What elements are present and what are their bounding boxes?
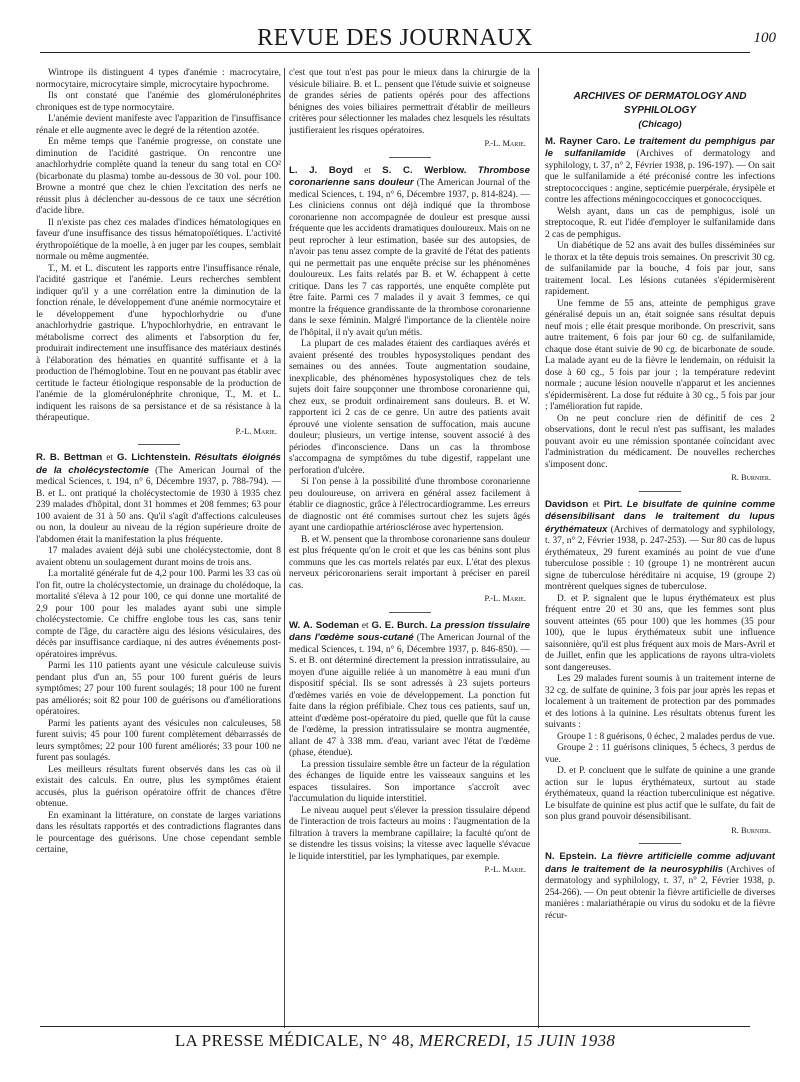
paragraph: En même temps que l'anémie progresse, on constate une diminution de l'acidité gastrique. On rencontre une anachlorhydrie complète quand la teneur du sang total en CO² (bicarbonate du plasma) tombe au-dessous de 30 vol. pour 100. Browne a montré que chez le chien l'excitation des nerfs ne réussit plus à déclencher au-dessous de ce taux une sécrétion d'acide libre.: [36, 137, 281, 216]
article-title: La fièvre artificielle comme adjuvant dans le traitement de la neurosyphilis: [545, 851, 775, 875]
paragraph: Les 29 malades furent soumis à un traitement interne de 32 cg. de sulfate de quinine, 3 fois par jour après les repas et localement à un traitement de protection par des pommades et des lotions à la quinine. Les résultats obtenus furent les suivants :: [545, 674, 775, 730]
page-number: 100: [753, 30, 776, 46]
paragraph: T., M. et L. discutent les rapports entre l'insuffisance rénale, l'acidité gastrique et l'anémie. Leurs recherches semblent indiquer qu'il y a une corrélation entre la diminution de la fonction rénale, le développement d'une anémie normocytaire et le développement d'une hypochlorhydrie ou d'une anachlorhydrie gastrique. L'hypochlorhydrie, en entravant le métabolisme correct des aliments et l'absorption du fer, produirait indirectement une insuffisance des matériaux destinés à l'élaboration des hématies en quantité suffisante et à la production de l'hémoglobine. Tout en ne pouvant pas établir avec certitude le facteur étiologique responsable de la production de l'anémie de la glomérulonéphrite chronique, T., M. et L. indiquent les raisons de sa persistance et de sa résistance à la thérapeutique.: [36, 263, 281, 423]
article-separator: [389, 612, 431, 613]
article-authors: G. E. Burch.: [371, 619, 428, 631]
article-authors: L. J. Boyd: [289, 164, 353, 176]
article-header: [545, 851, 775, 922]
footer-journal: LA PRESSE MÉDICALE, N° 48,: [174, 1031, 415, 1050]
article-title: Thrombose coronarienne sans douleur: [289, 164, 530, 188]
article-davidson: [545, 499, 775, 837]
article-epstein: [545, 851, 775, 922]
article-title: Résultats éloignés de la cholécystectomie: [36, 452, 281, 476]
paragraph: Le niveau auquel peut s'élever la pression tissulaire dépend de l'interaction de trois facteurs au moins : l'augmentation de la filtration à travers la membrane capillaire; la faculté qu'ont de se distendre les tissus voisins; la vitesse avec laquelle s'évacue le liquide interstitiel, par les lymphatiques, par exemple.: [289, 805, 530, 862]
article-caro: [545, 136, 775, 484]
paragraph: Une femme de 55 ans, atteinte de pemphigus grave généralisé depuis un an, était soignée sans résultat depuis neuf mois ; elle était presque moribonde. On prescrivit, sans autre traitement, 6 fois par jour 60 cg. de sulfanilamide, chaque dose étant suivie de 90 cg. de bicarbonate de soude. La malade ayant eu de la fièvre le lendemain, on réduisit la dose à 60 cg., 5 fois par jour ; la température redevint normale ; aucune lésion nouvelle n'apparut et les anciennes s'épidermisèrent. La dose fut réduite à 30 cg., 5 fois par jour ; l'amélioration fut rapide.: [545, 298, 775, 412]
reviewer-signature: P.-L. Marie.: [484, 594, 526, 603]
article-authors: S. C. Werblow.: [382, 164, 467, 176]
article-title: Le traitement du pemphigus par le sulfanilamide: [545, 135, 775, 159]
paragraph: Un diabétique de 52 ans avait des bulles disséminées sur le thorax et la tête depuis trois semaines. On prescrivit 30 cg. de sulfanilamide par la bouche, 4 fois par jour, sans traitement local. Les lésions cutanées s'épidermisèrent rapidement.: [545, 241, 775, 297]
paragraph: L'anémie devient manifeste avec l'apparition de l'insuffisance rénale et elle augmente avec le degré de la rétention azotée.: [36, 114, 281, 136]
column-right: [545, 68, 775, 1018]
paragraph: B. et W. pensent que la thrombose coronarienne sans douleur est plus fréquente qu'on le croit et que les cas bénins sont plus communs que les cas mortels relatés par eux. L'état des plexus nerveux péricoronariens serait important à préciser en pareil cas.: [289, 534, 530, 591]
reviewer-signature: R. Burnier.: [731, 825, 771, 835]
reviewer-signature: P.-L. Marie.: [235, 426, 277, 436]
article-title: La pression tissulaire dans l'œdème sous-cutané: [289, 619, 530, 643]
paragraph: En examinant la littérature, on constate de larges variations dans les résultats rapportés et des contradictions flagrantes dans le pourcentage des guérisons. Une chose cependant semble certaine,: [36, 810, 281, 855]
article-authors: W. A. Sodeman: [289, 619, 359, 631]
article-authors: R. B. Bettman: [36, 452, 103, 463]
author-conjunction: et: [102, 453, 117, 463]
article-citation: (The American Journal of the medical Sciences, t. 194, n° 6, Décembre 1937, p. 788-794). — B. et L. ont pratiqué la cholécystectomie de 1930 à 1935 chez 239 malades d'hôpital, dont 31 hommes et 208 femmes; 63 pour 100 avaient de 31 à 50 ans. Qu'il s'agît d'affections calculeuses ou non, la douleur au niveau de la région supérieure droite de l'abdomen était la manifestation la plus fréquente.: [36, 465, 281, 545]
article-boyd: [289, 165, 530, 605]
article-title: Le bisulfate de quinine comme désensibilisant dans le traitement du lupus érythémateux: [545, 498, 775, 535]
author-conjunction: et: [358, 620, 372, 631]
article-sodeman: [289, 620, 530, 876]
article-header: [289, 165, 530, 340]
paragraph: c'est que tout n'est pas pour le mieux dans la chirurgie de la vésicule biliaire. B. et L. pensent que l'étude suivie et soigneuse de grandes séries de patients opérés pour des affections bénignes des voies biliaires permettrait d'établir de meilleurs critères pour sélectionner les malades chez lesquels les résultats justifieraient les risques opératoires.: [289, 68, 530, 136]
journal-section-title: REVUE DES JOURNAUX: [257, 25, 533, 51]
article-authors: M. Rayner Caro.: [545, 135, 621, 147]
paragraph: La pression tissulaire semble être un facteur de la régulation des échanges de liquide entre les vaisseaux sanguins et les espaces tissulaires. Son importance s'accroît avec l'accumulation du liquide interstitiel.: [289, 759, 530, 804]
reviewer-signature: R. Burnier.: [731, 473, 771, 482]
reviewer-signature: P.-L. Marie.: [484, 865, 526, 874]
paragraph: Parmi les 110 patients ayant une vésicule calculeuse suivis pendant plus d'un an, 55 pour 100 furent guéris de leurs symptômes; 27 pour 100 furent soulagés; 18 pour 100 ne furent pas améliorés; soit 82 pour 100 de guérisons ou d'améliorations opératoires.: [36, 661, 281, 717]
article-separator: [639, 491, 681, 492]
article-authors: N. Epstein.: [545, 851, 597, 862]
paragraph: Welsh ayant, dans un cas de pemphigus, isolé un streptocoque, R. eut l'idée d'employer le sulfanilamide dans 2 cas de pemphigus.: [545, 206, 775, 240]
article-citation: (The American Journal of the medical Sciences, t. 194, n° 6, Décembre 1937, p. 846-850). — S. et B. ont déterminé directement la pression intratissulaire, au moyen d'une aiguille reliée à un manomètre à eau muni d'un dispositif spécial. Ils se sont adressés à 23 sujets porteurs d'œdèmes variés en voie de développement. La ponction fut faite dans la région préfibiale. Chez tous ces patients, sauf un, atteint d'œdème post-opératoire du pied, quelle que fût la cause de l'œdème, la pression intratissulaire se montra augmentée, allant de 47 à 338 mm. d'eau, variant avec l'état de l'œdème (phase, étendue).: [289, 633, 530, 758]
paragraph: Groupe 2 : 11 guérisons cliniques, 5 échecs, 3 perdus de vue.: [545, 743, 775, 765]
journal-heading: ARCHIVES OF DERMATOLOGY AND SYPHILOLOGY: [573, 91, 747, 116]
paragraph: Il n'existe pas chez ces malades d'indices hématologiques en faveur d'une insuffisance des tissus hématopoïétiques. L'activité érythropoïétique de la moelle, à en juger par les coupes, semblait normale ou même augmentée.: [36, 217, 281, 262]
article-citation: (The American Journal of the medical Sciences, t. 194, n° 6, Décembre 1937, p. 814-824). — Les cliniciens connus ont déjà indiqué que la thrombose coronarienne non accompagnée de douleur est presque aussi fréquente que les accidents dramatiques douloureux. Mais on ne peut reprocher à leur estimation, basée sur des autopsies, de n'avoir pas tenu assez compte de la gravité de l'état des patients qui ne permettait pas une enquête précise sur les phénomènes douloureux. Les faits relatés par B. et W. échappent à cette critique. Dans les 7 cas rapportés, une enquête complète put être faite. Parmi ces 7 malades il y avait 3 femmes, ce qui montre la fréquence grandissante de la thrombose coronarienne dans le sexe féminin. Malgré l'importance de la clientèle noire de l'hôpital, il n'y avait qu'un métis.: [289, 178, 530, 338]
column-left: [36, 68, 281, 1018]
paragraph: Les meilleurs résultats furent observés dans les cas où il existait des calculs. En outre, plus les symptômes étaient accusés, plus la guérison opératoire offrit de chances d'être obtenue.: [36, 764, 281, 809]
article-header: [545, 499, 775, 594]
paragraph: 17 malades avaient déjà subi une cholécystectomie, dont 8 avaient obtenu un soulagement durant moins de trois ans.: [36, 546, 281, 568]
paragraph: Groupe 1 : 8 guérisons, 0 échec, 2 malades perdus de vue.: [557, 731, 775, 742]
continued-review: [36, 68, 281, 437]
footer-line: [40, 1031, 750, 1051]
column-divider: [284, 68, 285, 1028]
paragraph: Wintrope ils distinguent 4 types d'anémie : macrocytaire, normocytaire, microcytaire simple, microcytaire hypochrome.: [36, 68, 281, 90]
paragraph: La mortalité générale fut de 4,2 pour 100. Parmi les 33 cas où l'on fit, outre la cholécystectomie, un drainage du cholédoque, la mortalité s'éleva à 12 pour 100, ce qui donne une mortalité de 2,9 pour 100 pour les malades ayant subi une simple cholécystectomie. Ce chiffre englobe tous les cas, sans tenir compte de l'âge, du caractère aigu des lésions vésiculaires, des décès par insuffisance cardiaque, ni des autres événements post-opératoires imprévus.: [36, 569, 281, 660]
paragraph: La plupart de ces malades étaient des cardiaques avérés et avaient présenté des troubles hyposystoliques pendant des semaines ou des années. Toute augmentation soudaine, inexplicable, des phénomènes hyposystoliques chez de tels sujets doit faire soupçonner une thrombose coronarienne qui, chez eux, se produit ordinairement sans douleurs. B. et W. rapportent ici 2 cas de ce genre. Un autre des patients avait éprouvé une violente sensation de suffocation, mais aucune douleur; plusieurs, un vertige intense, souvent associé à des périodes d'inconscience. Dans un cas la thrombose s'accompagna de symptômes du tube digestif, rappelant une perforation d'ulcère.: [289, 339, 530, 476]
article-bettman: [36, 452, 281, 857]
article-separator: [138, 444, 180, 445]
article-header: [36, 452, 281, 546]
reviewer-signature: P.-L. Marie.: [484, 139, 526, 148]
journal-location: (Chicago): [638, 118, 682, 129]
article-authors: Pirt.: [603, 498, 623, 510]
paragraph: D. et P. signalent que le lupus érythémateux est plus fréquent entre 20 et 30 ans, que les femmes sont plus souvent atteintes (65 pour 100) que les hommes (35 pour 100), que le lupus érythémateux subit une influence saisonnière, qu'il est plus fréquent aux mois de Mars-Avril et de Juillet, enfin que les applications de rayons ultra-violets sont dangereuses.: [545, 593, 775, 673]
article-separator: [639, 843, 681, 844]
article-authors: G. Lichtenstein.: [116, 452, 191, 463]
author-conjunction: et: [588, 499, 604, 510]
page-header: [40, 25, 776, 53]
article-separator: [389, 157, 431, 158]
paragraph: Parmi les patients ayant des vésicules non calculeuses, 58 furent suivis; 45 pour 100 furent complètement débarrassés de leurs symptômes; 22 pour 100 furent améliorés; 33 pour 100 ne furent pas soulagés.: [36, 718, 281, 763]
article-citation: (Archives of dermatology and syphilology, t. 37, n° 2, Février 1938, p. 254-266). — On peut obtenir la fièvre artificielle de diverses manières : malariathérapie ou virus du sodoku et de la fièvre récur-: [545, 864, 775, 921]
article-header: [289, 620, 530, 760]
column-divider: [538, 68, 539, 1028]
paragraph: D. et P. concluent que le sulfate de quinine a une grande action sur le lupus érythémateux, surtout au stade érythémateux, quand la réaction tuberculinique est négative. Le bisulfate de quinine est plus actif que le sulfate, du fait de son plus grand pouvoir désensibilisant.: [545, 766, 775, 822]
article-header: [545, 136, 775, 207]
article-citation: (Archives of dermatology and syphilology, t. 37, n° 2, Février 1938, p. 196-197). — On sait que le sulfanilamide a été préconisé contre les infections streptococciques : angine, septicémie puerpérale, érysipèle et contre les affections méningococciques et gonococciques.: [545, 149, 775, 205]
paragraph: On ne peut conclure rien de définitif de ces 2 observations, dont le recul n'est pas suffisant, les malades pouvant avoir eu une rémission spontanée coïncidant avec l'administration du médicament. De nouvelles recherches s'imposent donc.: [545, 413, 775, 470]
article-citation: (Archives of dermatology and syphilology, t. 37, n° 2, Février 1938, p. 247-253). — Sur 80 cas de lupus érythémateux, 29 furent examinés au point de vue d'une tuberculose possible : 10 (groupe 1) ne montrèrent aucun signe de tuberculose héréditaire ni acquise, 19 (groupe 2) montrèrent quelques signes de tuberculose.: [545, 524, 775, 592]
article-authors: Davidson: [545, 498, 589, 510]
page-footer: [40, 1026, 750, 1049]
paragraph: Ils ont constaté que l'anémie des glomérulonéphrites chroniques est de type normocytaire.: [36, 91, 281, 113]
column-middle: [289, 68, 530, 1018]
author-conjunction: et: [352, 165, 383, 176]
paragraph: Si l'on pense à la possibilité d'une thrombose coronarienne peu douloureuse, on arrivera en général assez facilement à établir ce diagnostic, grâce à l'électrocardiogramme. Les erreurs de diagnostic ont été commises surtout chez les sujets âgés ayant une cardiopathie artériosclérose avec hypertension.: [289, 477, 530, 533]
footer-date: MERCREDI, 15 JUIN 1938: [418, 1031, 616, 1050]
